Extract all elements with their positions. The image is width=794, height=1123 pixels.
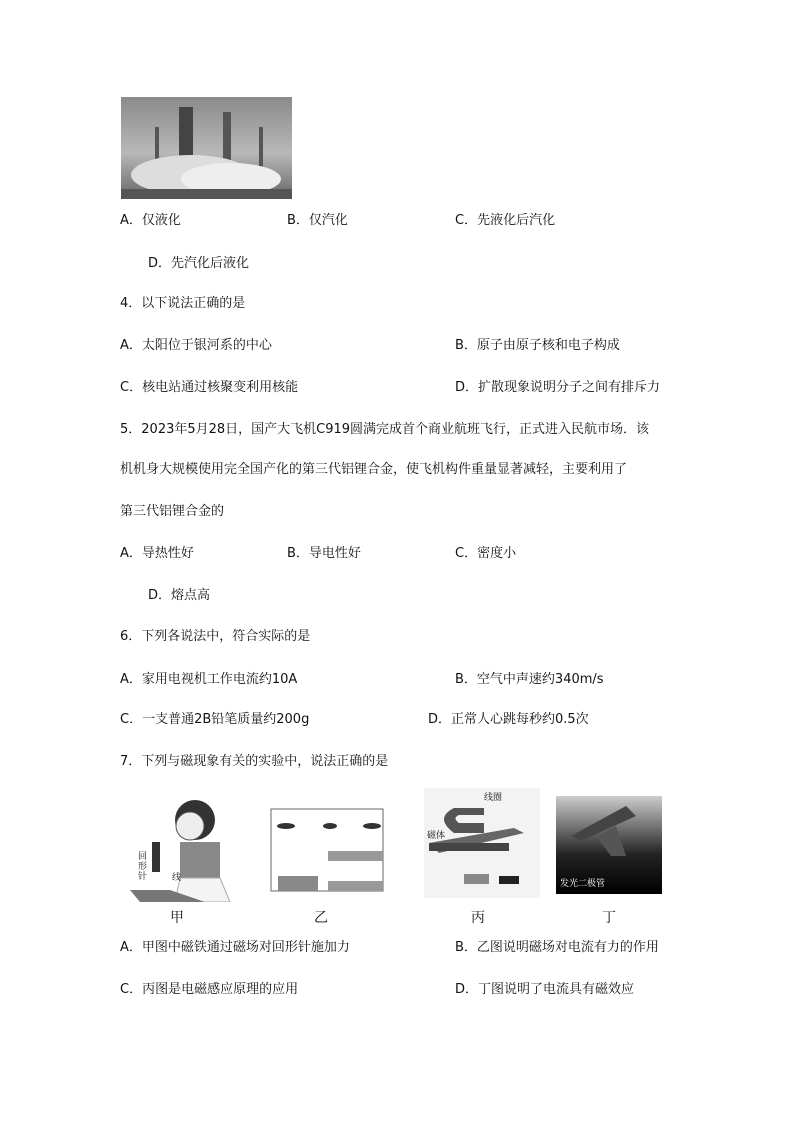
q6-option-a: A．家用电视机工作电流约10A xyxy=(120,672,298,687)
q5-option-b: B．导电性好 xyxy=(287,546,361,561)
figure-bing xyxy=(424,788,540,898)
rocket-launch-image xyxy=(121,97,292,199)
label-coil: 线圈 xyxy=(484,793,503,803)
q7-option-c: C．丙图是电磁感应原理的应用 xyxy=(120,982,299,997)
q7-stem: 7．下列与磁现象有关的实验中，说法正确的是 xyxy=(120,754,389,769)
q3-option-d: D．先汽化后液化 xyxy=(148,256,250,271)
caption-bing: 丙 xyxy=(471,910,485,926)
q3-option-c: C．先液化后汽化 xyxy=(455,213,556,228)
q6-stem: 6．下列各说法中，符合实际的是 xyxy=(120,629,311,644)
caption-jia: 甲 xyxy=(170,910,184,926)
label-thread: 线 xyxy=(172,873,182,883)
q5-option-d: D．熔点高 xyxy=(148,588,211,603)
q3-option-b: B．仅汽化 xyxy=(287,213,348,228)
q6-option-c: C．一支普通2B铅笔质量约200g xyxy=(120,712,310,727)
label-led: 发光二极管 xyxy=(560,879,606,889)
q5-stem-line2: 机机身大规模使用完全国产化的第三代铝锂合金，使飞机构件重量显著减轻，主要利用了 xyxy=(120,462,628,477)
label-magnet: 磁体 xyxy=(427,831,446,841)
q4-option-a: A．太阳位于银河系的中心 xyxy=(120,338,272,353)
figure-ding xyxy=(556,796,662,894)
q3-option-a: A．仅液化 xyxy=(120,213,181,228)
q5-option-a: A．导热性好 xyxy=(120,546,194,561)
caption-ding: 丁 xyxy=(602,910,616,926)
figure-jia xyxy=(120,790,240,902)
q5-stem-line1: 5．2023年5月28日，国产大飞机C919圆满完成首个商业航班飞行，正式进入民航市场．该 xyxy=(120,422,650,437)
q4-stem: 4．以下说法正确的是 xyxy=(120,296,246,311)
q5-stem-line3: 第三代铝锂合金的 xyxy=(120,504,225,519)
figure-yi xyxy=(268,806,398,894)
q6-option-b: B．空气中声速约340m/s xyxy=(455,672,604,687)
caption-yi: 乙 xyxy=(314,910,328,926)
q7-option-d: D．丁图说明了电流具有磁效应 xyxy=(455,982,635,997)
q5-option-c: C．密度小 xyxy=(455,546,517,561)
q4-option-d: D．扩散现象说明分子之间有排斥力 xyxy=(455,380,661,395)
q6-option-d: D．正常人心跳每秒约0.5次 xyxy=(428,712,589,727)
q7-option-a: A．甲图中磁铁通过磁场对回形针施加力 xyxy=(120,940,350,955)
q4-option-c: C．核电站通过核聚变利用核能 xyxy=(120,380,299,395)
label-paperclip: 回形针 xyxy=(138,852,148,882)
q4-option-b: B．原子由原子核和电子构成 xyxy=(455,338,620,353)
q7-option-b: B．乙图说明磁场对电流有力的作用 xyxy=(455,940,659,955)
